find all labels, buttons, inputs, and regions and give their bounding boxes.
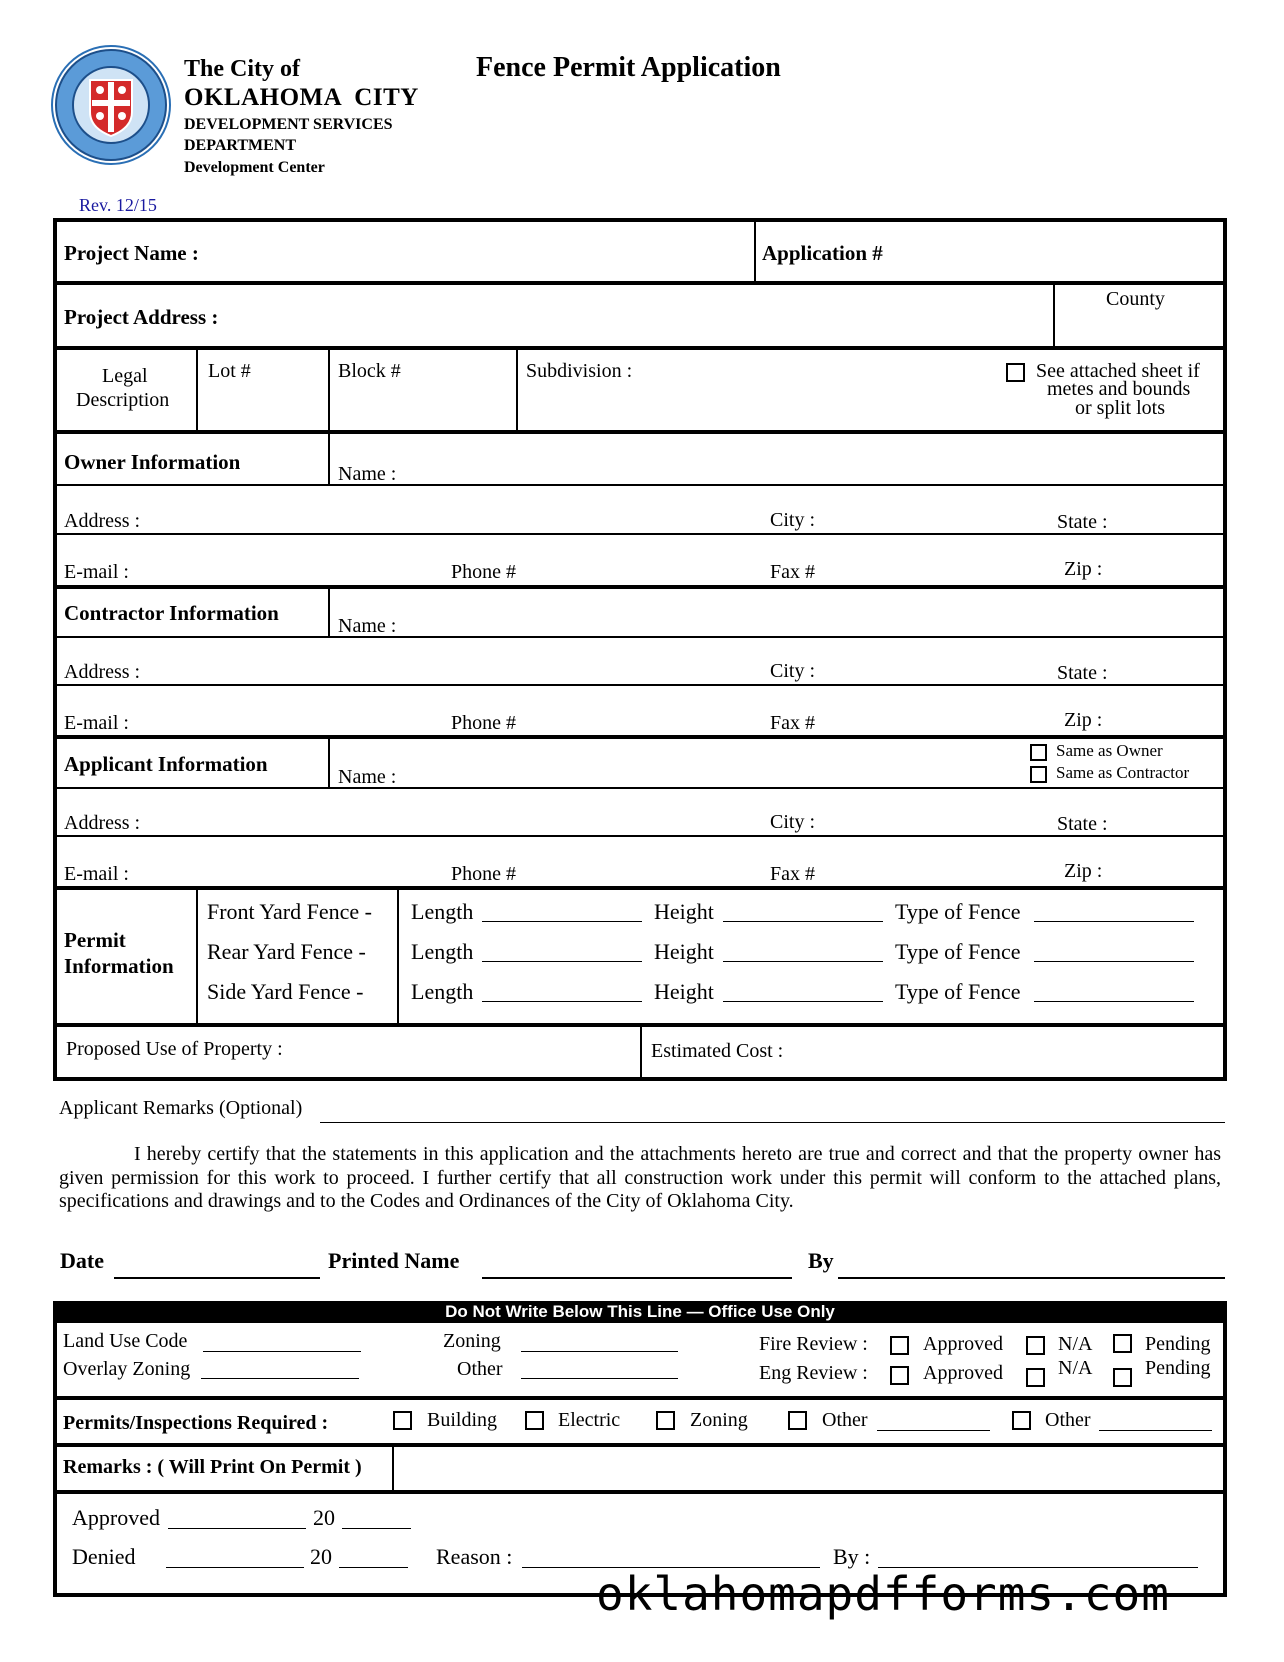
contractor-phone-label: Phone # bbox=[451, 712, 516, 734]
denied-date-field[interactable] bbox=[166, 1567, 304, 1568]
rear-length-label: Length bbox=[411, 939, 474, 964]
rear-length-field[interactable] bbox=[482, 961, 642, 962]
applicant-name-label: Name : bbox=[338, 766, 397, 788]
side-yard-label: Side Yard Fence - bbox=[207, 979, 364, 1004]
fire-approved-checkbox[interactable] bbox=[890, 1336, 909, 1355]
electric-label: Electric bbox=[558, 1409, 621, 1431]
other1-label: Other bbox=[822, 1409, 868, 1431]
office-use-banner: Do Not Write Below This Line — Office Use Only bbox=[53, 1301, 1227, 1323]
zoning-label: Zoning bbox=[443, 1330, 501, 1352]
city-line2: OKLAHOMA CITY bbox=[184, 84, 419, 111]
divider bbox=[53, 533, 1227, 535]
applicant-phone-label: Phone # bbox=[451, 863, 516, 885]
approved-date-field[interactable] bbox=[168, 1528, 306, 1529]
by-field[interactable] bbox=[838, 1277, 1225, 1279]
form-top-border bbox=[53, 218, 1227, 222]
zoning-checkbox[interactable] bbox=[656, 1411, 675, 1430]
same-as-owner-label: Same as Owner bbox=[1056, 741, 1163, 760]
dept-line3: Development Center bbox=[184, 159, 325, 176]
legal-label-line2: Description bbox=[76, 389, 170, 411]
printed-name-label: Printed Name bbox=[328, 1248, 460, 1273]
owner-zip-label: Zip : bbox=[1064, 558, 1103, 580]
owner-name-label: Name : bbox=[338, 463, 397, 485]
project-address-label: Project Address : bbox=[64, 305, 219, 329]
fire-na-checkbox[interactable] bbox=[1026, 1336, 1045, 1355]
owner-state-label: State : bbox=[1057, 511, 1108, 533]
same-as-owner-checkbox[interactable] bbox=[1030, 744, 1047, 761]
side-length-field[interactable] bbox=[482, 1001, 642, 1002]
county-label: County bbox=[1106, 288, 1165, 310]
date-field[interactable] bbox=[114, 1277, 320, 1279]
owner-email-label: E-mail : bbox=[64, 561, 129, 583]
certification-text: I hereby certify that the statements in this application and the attachments hereto are true and correct and that the property owner has given permission for this work to proceed. I further certify that all construction work under this permit will conform to the attached plans, specifications and drawings and to the Codes and Ordinances of the City of Oklahoma City. bbox=[59, 1143, 1221, 1212]
other2-checkbox[interactable] bbox=[1012, 1411, 1031, 1430]
estimated-cost-label: Estimated Cost : bbox=[651, 1040, 784, 1062]
divider bbox=[53, 1396, 1227, 1400]
divider bbox=[328, 738, 330, 787]
building-label: Building bbox=[427, 1409, 498, 1431]
contractor-state-label: State : bbox=[1057, 662, 1108, 684]
dept-line2: DEPARTMENT bbox=[184, 137, 297, 154]
divider bbox=[392, 1446, 394, 1492]
applicant-heading: Applicant Information bbox=[64, 752, 268, 776]
denied-label: Denied bbox=[72, 1544, 136, 1569]
divider bbox=[754, 220, 756, 282]
divider bbox=[640, 1026, 642, 1078]
applicant-zip-label: Zip : bbox=[1064, 860, 1103, 882]
eng-review-label: Eng Review : bbox=[759, 1362, 868, 1384]
project-name-label: Project Name : bbox=[64, 241, 199, 265]
divider bbox=[53, 346, 1227, 350]
divider bbox=[328, 433, 330, 484]
building-checkbox[interactable] bbox=[393, 1411, 412, 1430]
rear-type-label: Type of Fence bbox=[895, 939, 1021, 964]
owner-fax-label: Fax # bbox=[770, 561, 815, 583]
approved-year-field[interactable] bbox=[342, 1528, 411, 1529]
permit-heading-line2: Information bbox=[64, 954, 174, 978]
other2-field[interactable] bbox=[1099, 1430, 1212, 1431]
date-label: Date bbox=[60, 1248, 104, 1273]
other1-checkbox[interactable] bbox=[788, 1411, 807, 1430]
dept-line1: DEVELOPMENT SERVICES bbox=[184, 116, 393, 133]
office-left-border bbox=[53, 1301, 57, 1595]
attached-line2: metes and bounds bbox=[1047, 378, 1191, 400]
applicant-email-label: E-mail : bbox=[64, 863, 129, 885]
approved-year-prefix: 20 bbox=[313, 1505, 335, 1530]
other-label: Other bbox=[457, 1358, 503, 1380]
rear-height-label: Height bbox=[654, 939, 714, 964]
denied-year-field[interactable] bbox=[339, 1567, 408, 1568]
subdivision-label: Subdivision : bbox=[526, 360, 633, 382]
same-as-contractor-label: Same as Contractor bbox=[1056, 763, 1190, 782]
eng-approved-checkbox[interactable] bbox=[890, 1366, 909, 1385]
other1-field[interactable] bbox=[877, 1430, 990, 1431]
divider bbox=[53, 281, 1227, 285]
city-seal bbox=[50, 44, 172, 166]
front-yard-label: Front Yard Fence - bbox=[207, 899, 372, 924]
side-height-label: Height bbox=[654, 979, 714, 1004]
other2-label: Other bbox=[1045, 1409, 1091, 1431]
denied-year-prefix: 20 bbox=[310, 1544, 332, 1569]
rear-height-field[interactable] bbox=[723, 961, 883, 962]
contractor-zip-label: Zip : bbox=[1064, 709, 1103, 731]
eng-approved-label: Approved bbox=[923, 1362, 1003, 1384]
divider bbox=[53, 430, 1227, 434]
office-right-border bbox=[1223, 1301, 1227, 1595]
contractor-email-label: E-mail : bbox=[64, 712, 129, 734]
form-bottom-border bbox=[53, 1077, 1227, 1081]
divider bbox=[1053, 284, 1055, 347]
reason-label: Reason : bbox=[436, 1544, 513, 1569]
owner-city-label: City : bbox=[770, 509, 816, 531]
office-by-label: By : bbox=[833, 1544, 871, 1569]
overlay-label: Overlay Zoning bbox=[63, 1358, 191, 1380]
divider bbox=[53, 636, 1227, 638]
divider bbox=[53, 1490, 1227, 1494]
watermark-text: oklahomapdfforms.com bbox=[596, 1567, 1170, 1621]
front-height-label: Height bbox=[654, 899, 714, 924]
side-type-label: Type of Fence bbox=[895, 979, 1021, 1004]
legal-label-line1: Legal bbox=[102, 365, 148, 387]
divider bbox=[196, 889, 198, 1025]
eng-pending-label: Pending bbox=[1145, 1357, 1211, 1379]
owner-address-label: Address : bbox=[64, 510, 141, 532]
divider bbox=[53, 787, 1227, 789]
divider bbox=[53, 886, 1227, 890]
lot-label: Lot # bbox=[208, 360, 251, 382]
other-field[interactable] bbox=[521, 1378, 678, 1379]
applicant-city-label: City : bbox=[770, 811, 816, 833]
rear-type-field[interactable] bbox=[1034, 961, 1194, 962]
eng-na-checkbox[interactable] bbox=[1026, 1368, 1045, 1387]
electric-checkbox[interactable] bbox=[525, 1411, 544, 1430]
owner-phone-label: Phone # bbox=[451, 561, 516, 583]
fire-pending-checkbox[interactable] bbox=[1113, 1334, 1132, 1353]
applicant-remarks-label: Applicant Remarks (Optional) bbox=[59, 1097, 303, 1119]
overlay-field[interactable] bbox=[201, 1378, 359, 1379]
front-type-field[interactable] bbox=[1034, 921, 1194, 922]
applicant-state-label: State : bbox=[1057, 813, 1108, 835]
fire-pending-label: Pending bbox=[1145, 1333, 1211, 1355]
by-label: By bbox=[808, 1248, 834, 1273]
block-label: Block # bbox=[338, 360, 401, 382]
land-use-field[interactable] bbox=[203, 1351, 361, 1352]
divider bbox=[328, 349, 330, 431]
divider bbox=[516, 349, 518, 431]
attached-line3: or split lots bbox=[1075, 397, 1166, 419]
side-length-label: Length bbox=[411, 979, 474, 1004]
zoning-field[interactable] bbox=[521, 1351, 678, 1352]
front-length-label: Length bbox=[411, 899, 474, 924]
divider bbox=[53, 835, 1227, 837]
attached-sheet-checkbox[interactable] bbox=[1006, 363, 1025, 382]
revision-label: Rev. 12/15 bbox=[79, 195, 157, 215]
proposed-use-label: Proposed Use of Property : bbox=[66, 1038, 283, 1060]
divider bbox=[397, 889, 399, 1025]
divider bbox=[53, 735, 1227, 739]
rear-yard-label: Rear Yard Fence - bbox=[207, 939, 366, 964]
applicant-address-label: Address : bbox=[64, 812, 141, 834]
front-length-field[interactable] bbox=[482, 921, 642, 922]
front-type-label: Type of Fence bbox=[895, 899, 1021, 924]
divider bbox=[53, 484, 1227, 486]
divider bbox=[53, 1443, 1227, 1447]
zoning-checkbox-label: Zoning bbox=[690, 1409, 748, 1431]
divider bbox=[328, 588, 330, 636]
city-line1: The City of bbox=[184, 56, 300, 82]
divider bbox=[196, 349, 198, 431]
fire-review-label: Fire Review : bbox=[759, 1333, 868, 1355]
eng-na-label: N/A bbox=[1058, 1357, 1093, 1379]
side-height-field[interactable] bbox=[723, 1001, 883, 1002]
side-type-field[interactable] bbox=[1034, 1001, 1194, 1002]
contractor-name-label: Name : bbox=[338, 615, 397, 637]
contractor-address-label: Address : bbox=[64, 661, 141, 683]
printed-name-field[interactable] bbox=[482, 1277, 792, 1279]
land-use-label: Land Use Code bbox=[63, 1330, 188, 1352]
applicant-fax-label: Fax # bbox=[770, 863, 815, 885]
approved-label: Approved bbox=[72, 1505, 160, 1530]
contractor-heading: Contractor Information bbox=[64, 601, 279, 625]
attached-line1: See attached sheet if bbox=[1036, 360, 1200, 382]
owner-heading: Owner Information bbox=[64, 450, 241, 474]
divider bbox=[53, 585, 1227, 589]
city-seal-icon bbox=[50, 44, 172, 166]
front-height-field[interactable] bbox=[723, 921, 883, 922]
form-title: Fence Permit Application bbox=[476, 52, 781, 83]
applicant-remarks-field[interactable] bbox=[320, 1122, 1225, 1123]
permit-heading-line1: Permit bbox=[64, 928, 126, 952]
same-as-contractor-checkbox[interactable] bbox=[1030, 766, 1047, 783]
contractor-fax-label: Fax # bbox=[770, 712, 815, 734]
fire-approved-label: Approved bbox=[923, 1333, 1003, 1355]
remarks-print-label: Remarks : ( Will Print On Permit ) bbox=[63, 1456, 362, 1478]
contractor-city-label: City : bbox=[770, 660, 816, 682]
application-number-label: Application # bbox=[762, 241, 883, 265]
eng-pending-checkbox[interactable] bbox=[1113, 1368, 1132, 1387]
divider bbox=[53, 684, 1227, 686]
fire-na-label: N/A bbox=[1058, 1333, 1093, 1355]
permits-required-label: Permits/Inspections Required : bbox=[63, 1412, 329, 1434]
